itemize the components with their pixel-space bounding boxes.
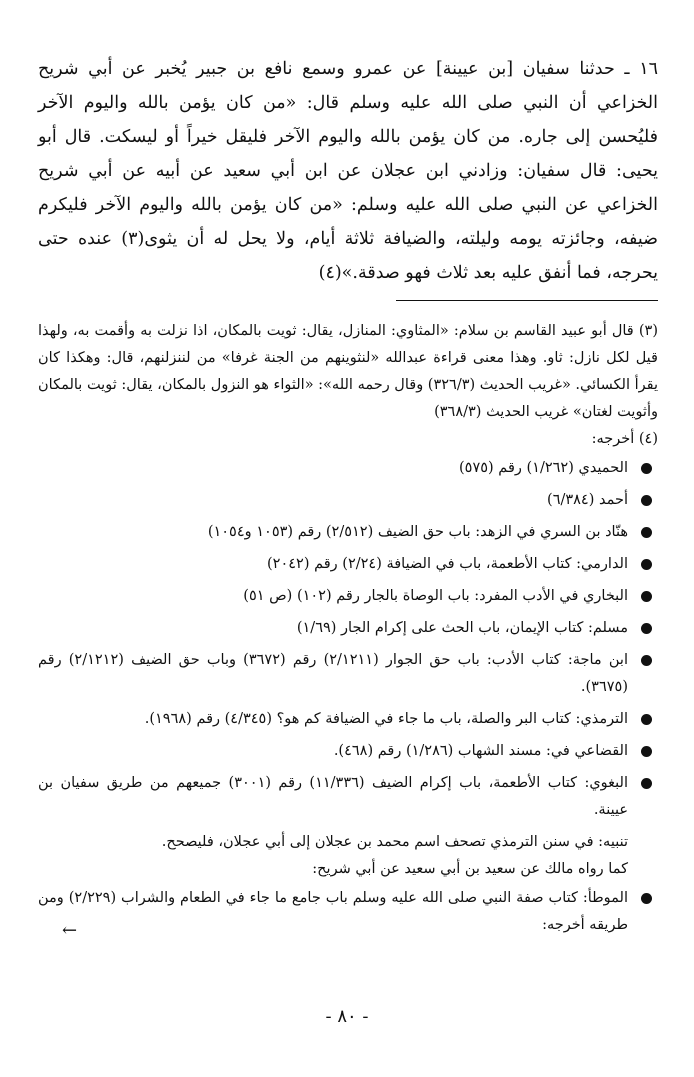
source-text: مسلم: كتاب الإيمان، باب الحث على إكرام الجار (١/٦٩) [296,620,628,636]
bullet-icon [641,893,652,904]
source-item [38,551,658,578]
source-item [38,706,658,733]
source-text: الترمذي: كتاب البر والصلة، باب ما جاء في الضيافة كم هو؟ (٤/٣٤٥) رقم (١٩٦٨). [144,711,628,727]
source-text: القضاعي في: مسند الشهاب (١/٢٨٦) رقم (٤٦٨). [333,743,628,759]
source-list-secondary [38,885,658,939]
bullet-icon [641,527,652,538]
source-item [38,770,658,824]
bullet-icon [641,559,652,570]
bullet-icon [641,746,652,757]
bullet-icon [641,778,652,789]
bullet-icon [641,655,652,666]
source-item [38,647,658,701]
bullet-icon [641,463,652,474]
page-number: - ٨٠ - [325,1006,369,1027]
footnote-3: (٣) قال أبو عبيد القاسم بن سلام: «المثاوي: المنازل، يقال: ثويت بالمكان، اذا نزلت به وأقمت به، ولهذا قيل لكل نازل: ثاو. وهذا معنى قراءة عبدالله «لنثوينهم من الجنة غرفا» من لننزلنهم، قال: وهكذا كان يقرأ الكسائي. «غريب الحديث (٣٢٦/٣) وقال رحمه الله»: «الثواء هو النزول بالمكان، يقال: ثويت بالمكان وأثويت لغتان» غريب الحديث (٣٦٨/٣) [38,323,658,420]
hadith-block [38,52,658,290]
footnote-4-heading: (٤) أخرجه: [591,431,658,447]
source-text: الدارمي: كتاب الأطعمة، باب في الضيافة (٢/٢٤) رقم (٢٠٤٢) [267,556,628,572]
source-text: البخاري في الأدب المفرد: باب الوصاة بالجار رقم (١٠٢) (ص ٥١) [243,588,628,604]
source-text: ابن ماجة: كتاب الأدب: باب حق الجوار (٢/١٢١١) رقم (٣٦٧٢) وباب حق الضيف (٢/١٢١٢) رقم (٣٦٧٥). [38,652,628,695]
source-item [38,487,658,514]
continue-arrow-icon: ← [62,920,78,941]
malik-note: كما رواه مالك عن سعيد بن أبي سعيد عن أبي شريح: [312,861,628,877]
source-text: أحمد (٦/٣٨٤) [547,492,628,508]
source-text: البغوي: كتاب الأطعمة، باب إكرام الضيف (١١/٣٣٦) رقم (٣٠٠١) جميعهم من طريق سفيان بن عيينة. [38,775,628,818]
hadith-text: ١٦ ـ حدثنا سفيان [بن عيينة] عن عمرو وسمع نافع بن جبير يُخبر عن أبي شريح الخزاعي أن النبي صلى الله عليه وسلم قال: «من كان يؤمن بالله واليوم الآخر فليُحسن إلى جاره. من كان يؤمن بالله واليوم الآخر فليقل خيراً أو ليسكت. قال أبو يحيى: قال سفيان: وزادني ابن عجلان عن ابن أبي سعيد عن أبيه عن أبي شريح الخزاعي عن النبي صلى الله عليه وسلم: «من كان يؤمن بالله واليوم الآخر فليكرم ضيفه، وجائزته يومه وليلته، والضيافة ثلاثة أيام، ولا يحل له أن يثوى(٣) عنده حتى يحرجه، فما أنفق عليه بعد ثلاث فهو صدقة.»(٤) [38,59,658,283]
footnote-separator [396,300,658,301]
bullet-icon [641,714,652,725]
bullet-icon [641,495,652,506]
bullet-icon [641,623,652,634]
source-item [38,519,658,546]
source-item [38,738,658,765]
source-item [38,615,658,642]
source-text: الموطأ: كتاب صفة النبي صلى الله عليه وسلم باب جامع ما جاء في الطعام والشراب (٢/٢٢٩) ومن طريقه أخرجه: [38,890,628,933]
source-text: الحميدي (١/٢٦٢) رقم (٥٧٥) [458,460,628,476]
bullet-icon [641,591,652,602]
source-item [38,885,658,939]
source-list [38,455,658,824]
tanbih-note: تنبيه: في سنن الترمذي تصحف اسم محمد بن عجلان إلى أبي عجلان، فليصحح. [161,834,628,850]
source-text: هنّاد بن السري في الزهد: باب حق الضيف (٢/٥١٢) رقم (١٠٥٣ و١٠٥٤) [207,524,628,540]
source-item [38,583,658,610]
source-item [38,455,658,482]
footnotes [38,318,658,944]
